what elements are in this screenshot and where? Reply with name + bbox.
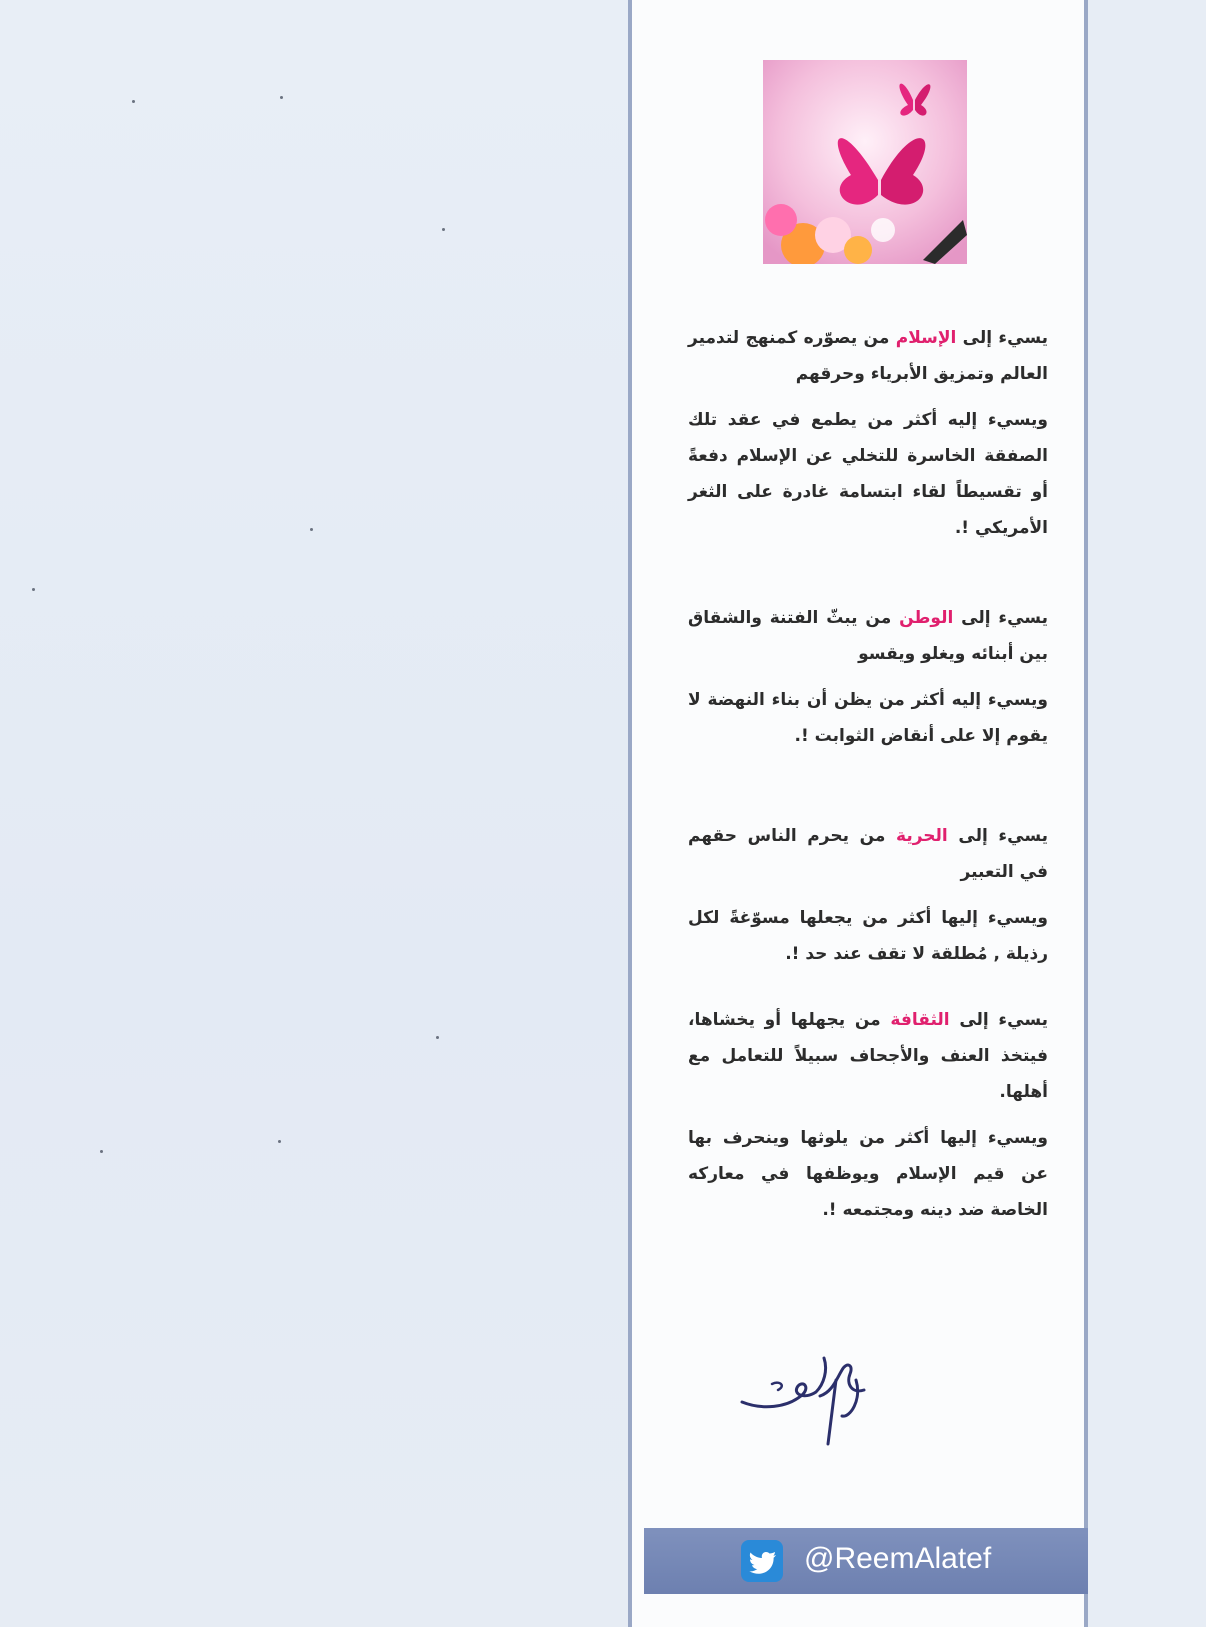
paper-speck [132, 100, 135, 103]
section-lead-paragraph [688, 1002, 1048, 1110]
paper-speck [278, 1140, 281, 1143]
section-rest: من يحرم الناس حقهم في التعبير [688, 826, 1048, 882]
flower-shape [765, 204, 797, 236]
twitter-footer-bar [644, 1528, 1088, 1594]
section-rest: من يجهلها أو يخشاها، فيتخذ العنف والأجحاف سبيلاً للتعامل مع أهلها. [688, 1010, 1048, 1102]
section-lead-paragraph [688, 818, 1048, 890]
section-homeland [688, 600, 1048, 754]
section-keyword: الإسلام [895, 328, 957, 348]
flower-shape [844, 236, 872, 264]
section-follow: ويسيء إليه أكثر من يطمع في عقد تلك الصفقة الخاسرة للتخلي عن الإسلام دفعةً أو تقسيطاً لقاء ابتسامة غادرة على الثغر الأمريكي !. [688, 410, 1048, 538]
section-rest: من يصوّره كمنهج لتدمير العالم وتمزيق الأبرياء وحرقهم [688, 328, 1048, 384]
paper-speck [436, 1036, 439, 1039]
section-lead-paragraph [688, 320, 1048, 392]
section-lead: يسيء إلى [962, 328, 1049, 348]
section-culture [688, 1002, 1048, 1228]
section-lead: يسيء إلى [961, 608, 1048, 628]
butterfly-artwork [763, 60, 967, 264]
flower-shape [871, 218, 895, 242]
handwritten-signature [732, 1340, 892, 1450]
cover-artwork [763, 60, 967, 264]
section-keyword: الوطن [899, 608, 954, 628]
bookmark-strip [628, 0, 1088, 1627]
section-islam [688, 320, 1048, 546]
section-rest: من يبثّ الفتنة والشقاق بين أبنائه ويغلو ويقسو [688, 608, 1048, 664]
section-keyword: الثقافة [890, 1010, 950, 1030]
section-follow: ويسيء إليها أكثر من يلوثها وينحرف بها عن قيم الإسلام ويوظفها في معاركه الخاصة ضد دينه ومجتمعه !. [688, 1128, 1048, 1220]
section-lead: يسيء إلى [958, 826, 1048, 846]
section-freedom [688, 818, 1048, 972]
section-follow: ويسيء إليه أكثر من يظن أن بناء النهضة لا يقوم إلا على أنقاض الثوابت !. [688, 690, 1048, 746]
paper-speck [32, 588, 35, 591]
paper-speck [280, 96, 283, 99]
twitter-bird-icon[interactable] [739, 1538, 785, 1584]
section-lead-paragraph [688, 600, 1048, 672]
section-lead: يسيء إلى [959, 1010, 1048, 1030]
paper-speck [442, 228, 445, 231]
paper-speck [100, 1150, 103, 1153]
section-follow: ويسيء إليها أكثر من يجعلها مسوّغةً لكل رذيلة , مُطلقة لا تقف عند حد !. [688, 908, 1048, 964]
section-keyword: الحرية [896, 826, 948, 846]
paper-speck [310, 528, 313, 531]
twitter-handle[interactable]: @ReemAlatef [804, 1542, 992, 1575]
